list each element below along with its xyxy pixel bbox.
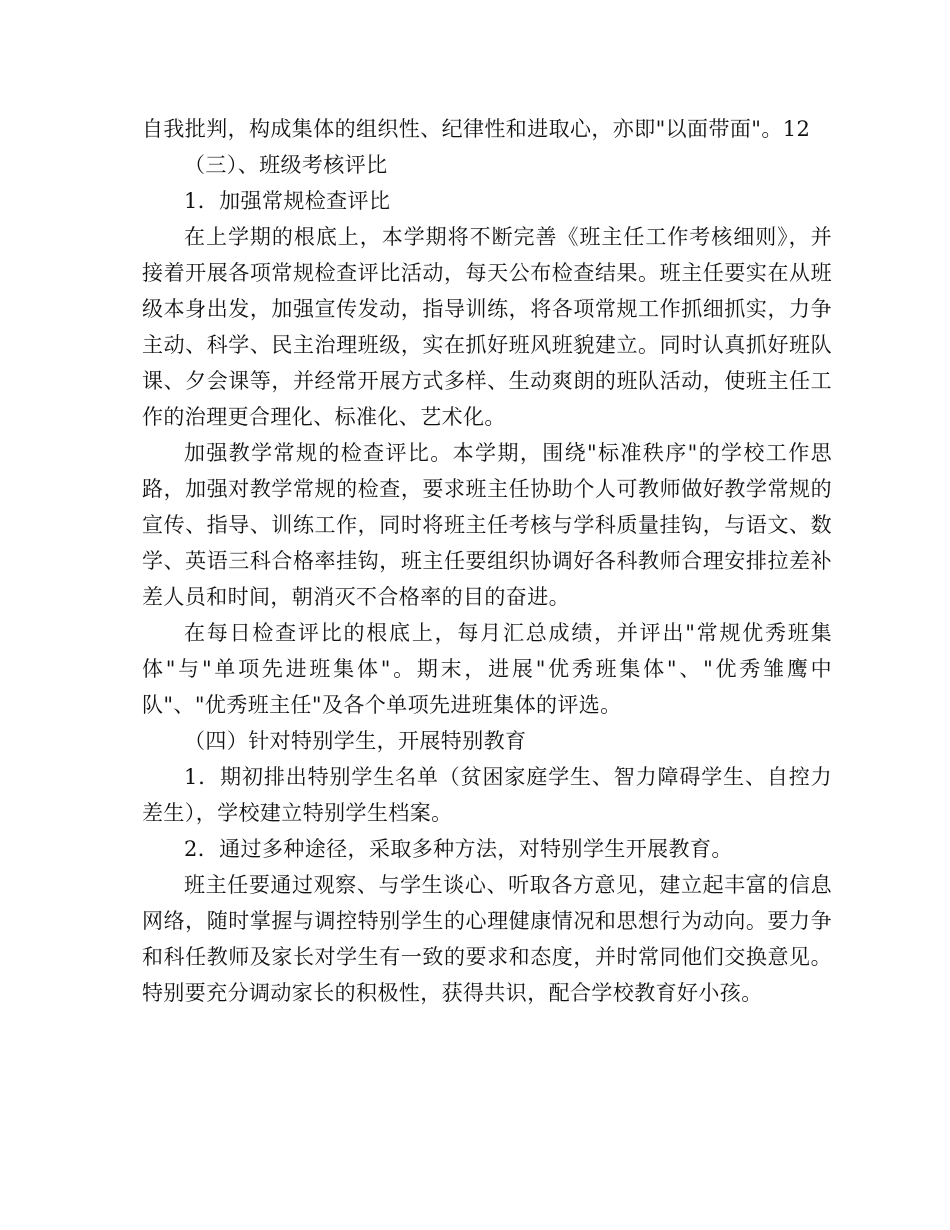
- paragraph-teacher-responsibilities: 班主任要通过观察、与学生谈心、听取各方意见，建立起丰富的信息网络，随时掌握与调控特别学生的心理健康情况和思想行为动向。要力争和科任教师及家长对学生有一致的要求和态度，并时常同他们交换意见。特别要充分调动家长的积极性，获得共识，配合学校教育好小孩。: [142, 873, 832, 1005]
- section-heading-class-assessment: （三）、班级考核评比: [184, 153, 388, 177]
- paragraph-continuation: 自我批判，构成集体的组织性、纪律性和进取心，亦即"以面带面"。12: [142, 117, 811, 141]
- list-item-special-student-list: 1．期初排出特别学生名单（贫困家庭学生、智力障碍学生、自控力差生），学校建立特别学生档案。: [142, 765, 832, 825]
- subheading-routine-inspection: 1．加强常规检查评比: [184, 189, 391, 213]
- document-page: [142, 111, 832, 1011]
- section-heading-special-students: （四）针对特别学生，开展特别教育: [184, 729, 527, 753]
- paragraph-monthly-summary: 在每日检查评比的根底上，每月汇总成绩，并评出"常规优秀班集体"与"单项先进班集体"。期末，进展"优秀班集体"、"优秀雏鹰中队"、"优秀班主任"及各个单项先进班集体的评选。: [142, 621, 832, 717]
- list-item-special-education-methods: 2．通过多种途径，采取多种方法，对特别学生开展教育。: [184, 837, 733, 861]
- paragraph-teaching-inspection: 加强教学常规的检查评比。本学期，围绕"标准秩序"的学校工作思路，加强对教学常规的检查，要求班主任协助个人可教师做好教学常规的宣传、指导、训练工作，同时将班主任考核与学科质量挂钩，与语文、数学、英语三科合格率挂钩，班主任要组织协调好各科教师合理安排拉差补差人员和时间，朝消灭不合格率的目的奋进。: [142, 441, 832, 609]
- paragraph-routine-inspection: 在上学期的根底上，本学期将不断完善《班主任工作考核细则》，并接着开展各项常规检查评比活动，每天公布检查结果。班主任要实在从班级本身出发，加强宣传发动，指导训练，将各项常规工作抓细抓实，力争主动、科学、民主治理班级，实在抓好班风班貌建立。同时认真抓好班队课、夕会课等，并经常开展方式多样、生动爽朗的班队活动，使班主任工作的治理更合理化、标准化、艺术化。: [142, 225, 832, 429]
